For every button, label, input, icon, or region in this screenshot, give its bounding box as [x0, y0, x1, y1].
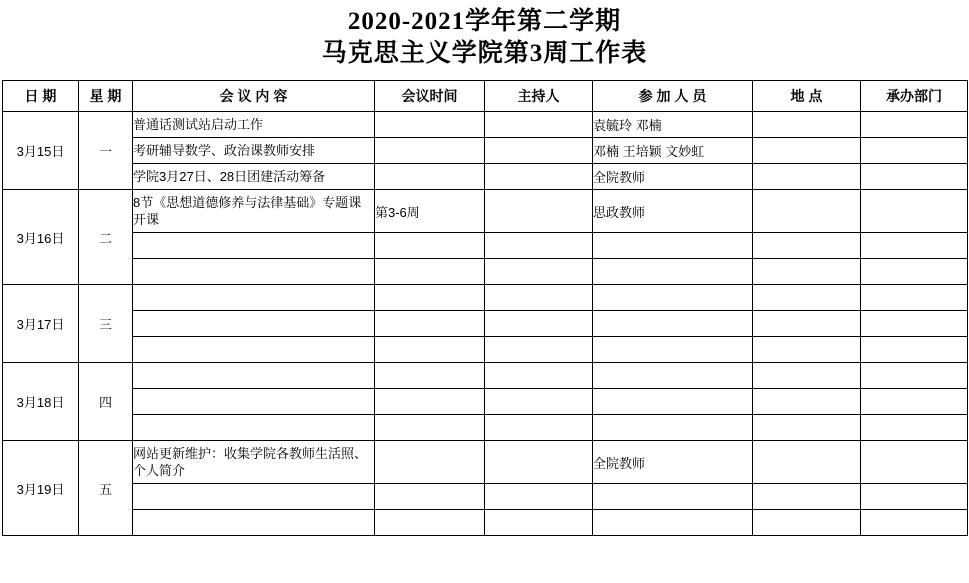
cell-dept	[861, 415, 968, 441]
cell-time	[375, 363, 485, 389]
header-participants: 参 加 人 员	[593, 81, 753, 112]
table-row	[3, 233, 968, 259]
cell-content: 8节《思想道德修养与法律基础》专题课开课	[133, 190, 375, 233]
cell-place	[753, 259, 861, 285]
header-host: 主持人	[485, 81, 593, 112]
cell-dept	[861, 484, 968, 510]
cell-place	[753, 441, 861, 484]
cell-dept	[861, 259, 968, 285]
cell-dept	[861, 363, 968, 389]
table-row	[3, 311, 968, 337]
header-time: 会议时间	[375, 81, 485, 112]
cell-dept	[861, 311, 968, 337]
cell-content	[133, 259, 375, 285]
cell-participants	[593, 389, 753, 415]
cell-content	[133, 311, 375, 337]
table-row	[3, 389, 968, 415]
cell-participants	[593, 311, 753, 337]
cell-participants	[593, 337, 753, 363]
schedule-table-wrapper	[0, 80, 969, 536]
cell-host	[485, 259, 593, 285]
cell-time: 第3-6周	[375, 190, 485, 233]
cell-participants: 全院教师	[593, 441, 753, 484]
cell-content	[133, 285, 375, 311]
table-row	[3, 441, 968, 484]
cell-time	[375, 138, 485, 164]
document-title	[0, 0, 969, 70]
cell-dept	[861, 233, 968, 259]
header-content: 会 议 内 容	[133, 81, 375, 112]
cell-participants: 袁毓玲 邓楠	[593, 112, 753, 138]
table-body	[3, 112, 968, 536]
cell-dept	[861, 190, 968, 233]
cell-content: 网站更新维护：收集学院各教师生活照、个人简介	[133, 441, 375, 484]
cell-time	[375, 337, 485, 363]
table-row	[3, 259, 968, 285]
cell-host	[485, 441, 593, 484]
table-row	[3, 337, 968, 363]
cell-participants	[593, 484, 753, 510]
cell-place	[753, 233, 861, 259]
cell-weekday: 一	[79, 112, 133, 190]
cell-participants	[593, 510, 753, 536]
header-date: 日 期	[3, 81, 79, 112]
table-row	[3, 164, 968, 190]
cell-content	[133, 510, 375, 536]
cell-date: 3月19日	[3, 441, 79, 536]
cell-date: 3月17日	[3, 285, 79, 363]
table-row	[3, 285, 968, 311]
cell-time	[375, 311, 485, 337]
title-line-2: 马克思主义学院第3周工作表	[321, 40, 648, 67]
cell-participants	[593, 415, 753, 441]
table-row	[3, 510, 968, 536]
cell-participants: 思政教师	[593, 190, 753, 233]
cell-content	[133, 415, 375, 441]
cell-content: 考研辅导数学、政治课教师安排	[133, 138, 375, 164]
cell-place	[753, 337, 861, 363]
cell-place	[753, 112, 861, 138]
cell-place	[753, 484, 861, 510]
cell-dept	[861, 138, 968, 164]
cell-dept	[861, 389, 968, 415]
cell-weekday: 三	[79, 285, 133, 363]
cell-weekday: 四	[79, 363, 133, 441]
schedule-table	[2, 80, 968, 536]
cell-date: 3月15日	[3, 112, 79, 190]
cell-content: 普通话测试站启动工作	[133, 112, 375, 138]
cell-time	[375, 285, 485, 311]
cell-dept	[861, 164, 968, 190]
cell-participants	[593, 233, 753, 259]
table-row	[3, 190, 968, 233]
cell-host	[485, 389, 593, 415]
cell-time	[375, 441, 485, 484]
cell-host	[485, 190, 593, 233]
header-weekday: 星 期	[79, 81, 133, 112]
cell-host	[485, 337, 593, 363]
table-row	[3, 484, 968, 510]
cell-place	[753, 363, 861, 389]
cell-weekday: 五	[79, 441, 133, 536]
cell-host	[485, 363, 593, 389]
cell-place	[753, 311, 861, 337]
cell-dept	[861, 441, 968, 484]
cell-dept	[861, 510, 968, 536]
cell-participants: 全院教师	[593, 164, 753, 190]
cell-host	[485, 415, 593, 441]
cell-weekday: 二	[79, 190, 133, 285]
cell-time	[375, 415, 485, 441]
cell-participants	[593, 363, 753, 389]
cell-participants: 邓楠 王培颖 文妙虹	[593, 138, 753, 164]
table-row	[3, 112, 968, 138]
cell-host	[485, 311, 593, 337]
cell-time	[375, 112, 485, 138]
header-place: 地 点	[753, 81, 861, 112]
cell-time	[375, 233, 485, 259]
table-row	[3, 363, 968, 389]
cell-content	[133, 233, 375, 259]
cell-host	[485, 164, 593, 190]
cell-time	[375, 259, 485, 285]
cell-time	[375, 164, 485, 190]
title-line-1: 2020-2021学年第二学期	[347, 8, 622, 35]
cell-content	[133, 337, 375, 363]
cell-host	[485, 510, 593, 536]
cell-place	[753, 138, 861, 164]
cell-content	[133, 389, 375, 415]
cell-host	[485, 233, 593, 259]
cell-time	[375, 389, 485, 415]
cell-place	[753, 415, 861, 441]
cell-host	[485, 484, 593, 510]
cell-dept	[861, 285, 968, 311]
cell-host	[485, 138, 593, 164]
cell-time	[375, 510, 485, 536]
table-row	[3, 415, 968, 441]
cell-place	[753, 510, 861, 536]
cell-place	[753, 285, 861, 311]
cell-content: 学院3月27日、28日团建活动筹备	[133, 164, 375, 190]
cell-place	[753, 190, 861, 233]
table-header-row	[3, 81, 968, 112]
cell-date: 3月16日	[3, 190, 79, 285]
cell-content	[133, 363, 375, 389]
header-dept: 承办部门	[861, 81, 968, 112]
cell-participants	[593, 259, 753, 285]
cell-host	[485, 112, 593, 138]
cell-dept	[861, 337, 968, 363]
table-row	[3, 138, 968, 164]
cell-place	[753, 389, 861, 415]
cell-participants	[593, 285, 753, 311]
cell-time	[375, 484, 485, 510]
cell-place	[753, 164, 861, 190]
cell-date: 3月18日	[3, 363, 79, 441]
cell-host	[485, 285, 593, 311]
cell-content	[133, 484, 375, 510]
cell-dept	[861, 112, 968, 138]
